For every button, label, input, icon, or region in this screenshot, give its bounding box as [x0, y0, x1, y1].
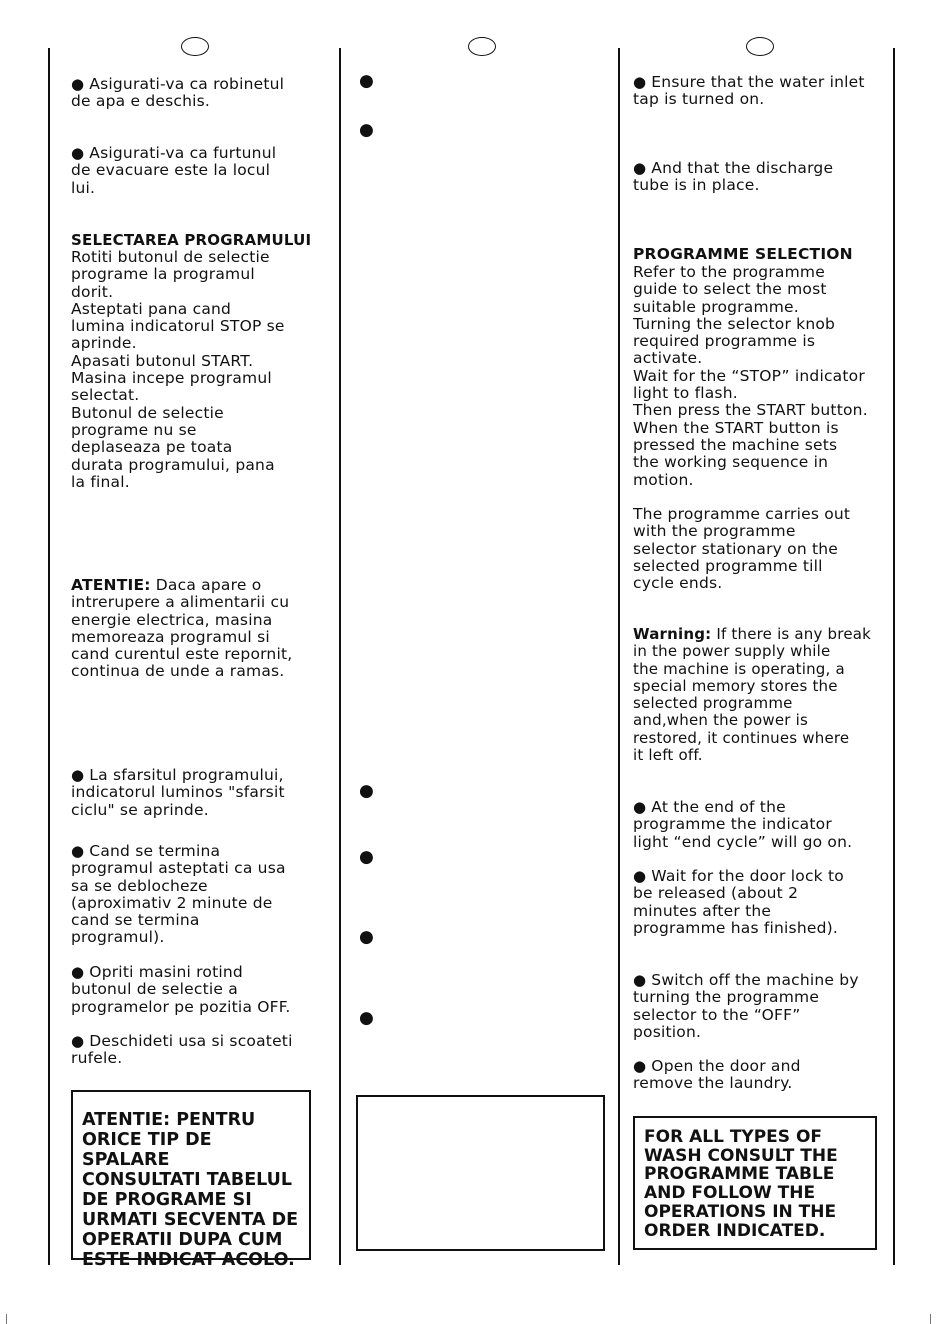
en-section-heading: PROGRAMME SELECTION	[633, 245, 853, 263]
ro-warning-text: Daca apare o intrerupere a alimentarii cu energie electrica, masina memoreaza programul si cand curentul este repornit, continua de unde a ramas.	[71, 576, 293, 681]
ro-attention-box-text: ATENTIE: PENTRU ORICE TIP DE SPALARE CONSULTATI TABELUL DE PROGRAME SI URMATI SECVENTA DE OPERATII DUPA CUM ESTE INDICAT ACOLO.	[82, 1110, 299, 1270]
middle-empty-box	[356, 1095, 605, 1251]
en-warning-text: If there is any break in the power supply while the machine is operating, a special memory stores the selected programme and,when the power is restored, it continues where it left off.	[633, 625, 872, 765]
ro-warning-label: ATENTIE:	[71, 576, 151, 594]
en-programme-stationary-note: The programme carries out with the programme selector stationary on the selected programme till cycle ends.	[633, 505, 851, 593]
column-divider-middle-left	[339, 48, 341, 1265]
language-marker-middle	[468, 37, 496, 56]
en-remove-laundry-note: ● Open the door and remove the laundry.	[633, 1058, 801, 1093]
en-attention-box-text: FOR ALL TYPES OF WASH CONSULT THE PROGRAMME TABLE AND FOLLOW THE OPERATIONS IN THE ORDER INDICATED.	[644, 1127, 838, 1241]
en-switch-off-note: ● Switch off the machine by turning the programme selector to the “OFF” position.	[633, 972, 859, 1041]
ro-programme-instructions: Rotiti butonul de selectie programe la programul dorit. Asteptati pana cand lumina indicatorul STOP se aprinde. Apasati butonul START. Masina incepe programul selectat. Butonul de selectie programe nu se deplaseaza pe toata durata programului, pana la final.	[71, 248, 285, 491]
language-marker-en	[746, 37, 774, 56]
ro-section-heading: SELECTAREA PROGRAMULUI	[71, 231, 312, 249]
en-door-lock-note: ● Wait for the door lock to be released (about 2 minutes after the programme has finished).	[633, 868, 844, 937]
column-divider-right	[893, 48, 895, 1265]
en-programme-instructions: Refer to the programme guide to select the most suitable programme. Turning the selector knob required programme is activate. Wait for the “STOP” indicator light to flash. Then press the START button. When the START button is pressed the machine sets the working sequence in motion.	[633, 263, 868, 489]
bullet-dot: ●	[359, 120, 374, 140]
en-attention-box	[633, 1116, 877, 1250]
bullet-dot: ●	[359, 71, 374, 91]
column-divider-left	[48, 48, 50, 1265]
ro-check-water-tap: ● Asigurati-va ca robinetul de apa e deschis.	[71, 76, 284, 111]
ro-power-warning	[71, 577, 292, 681]
ro-switch-off-note: ● Opriti masini rotind butonul de selectie a programelor pe pozitia OFF.	[71, 964, 291, 1016]
ro-remove-laundry-note: ● Deschideti usa si scoateti rufele.	[71, 1033, 293, 1068]
ro-attention-box	[71, 1090, 311, 1270]
crop-mark	[6, 1314, 7, 1324]
en-check-water-tap: ● Ensure that the water inlet tap is turned on.	[633, 74, 865, 109]
column-divider-middle-right	[618, 48, 620, 1265]
crop-mark	[930, 1314, 931, 1324]
en-end-cycle-note: ● At the end of the programme the indicator light “end cycle” will go on.	[633, 799, 852, 851]
en-check-discharge-tube: ● And that the discharge tube is in place.	[633, 160, 833, 195]
en-power-warning	[633, 626, 871, 764]
ro-check-discharge-hose: ● Asigurati-va ca furtunul de evacuare este la locul lui.	[71, 145, 276, 197]
language-marker-ro	[181, 37, 209, 56]
bullet-dot: ●	[359, 781, 374, 801]
bullet-dot: ●	[359, 1008, 374, 1028]
en-warning-label: Warning:	[633, 625, 712, 643]
ro-door-lock-note: ● Cand se termina programul asteptati ca usa sa se deblocheze (aproximativ 2 minute de cand se termina programul).	[71, 843, 286, 947]
bullet-dot: ●	[359, 847, 374, 867]
bullet-dot: ●	[359, 927, 374, 947]
ro-end-cycle-note: ● La sfarsitul programului, indicatorul luminos "sfarsit ciclu" se aprinde.	[71, 767, 285, 819]
